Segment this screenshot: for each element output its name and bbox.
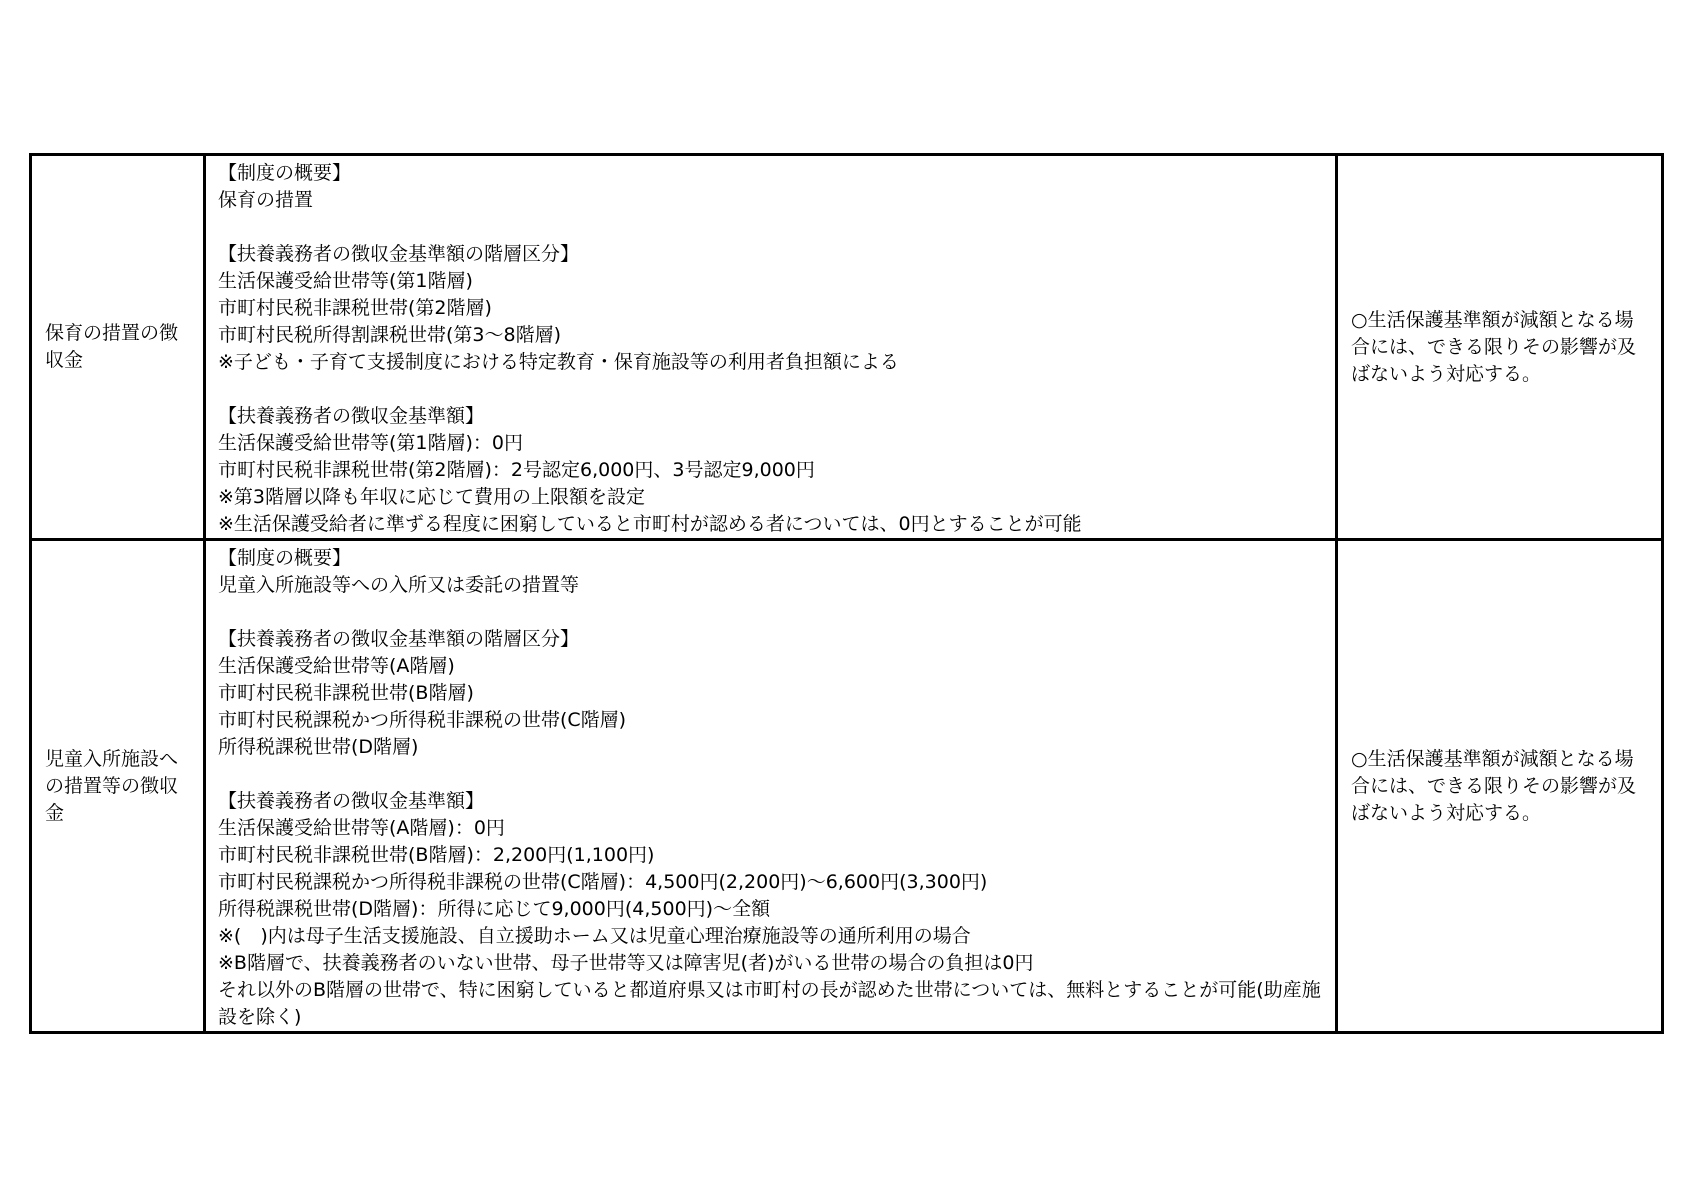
description-line: 生活保護受給世帯等(A階層)：0円 <box>218 817 505 839</box>
description-line: 市町村民税非課税世帯(B階層) <box>218 682 474 704</box>
description-line: それ以外のB階層の世帯で、特に困窮していると都道府県又は市町村の長が認めた世帯については、無料とすることが可能(助産施設を除く) <box>218 979 1321 1028</box>
description-line: 【扶養義務者の徴収金基準額の階層区分】 <box>218 243 580 265</box>
description-line <box>218 761 1329 788</box>
description-line: ※第3階層以降も年収に応じて費用の上限額を設定 <box>218 486 646 508</box>
system-name-cell <box>31 540 205 1033</box>
description-line <box>218 214 1329 241</box>
response-text: ○生活保護基準額が減額となる場合には、できる限りその影響が及ばないよう対応する。 <box>1351 308 1637 385</box>
description-line: 市町村民税課税かつ所得税非課税の世帯(C階層) <box>218 709 627 731</box>
system-description-cell <box>205 540 1337 1033</box>
response-text: ○生活保護基準額が減額となる場合には、できる限りその影響が及ばないよう対応する。 <box>1351 747 1637 824</box>
description-line: 所得税課税世帯(D階層)：所得に応じて9,000円(4,500円)～全額 <box>218 898 771 920</box>
description-line: 所得税課税世帯(D階層) <box>218 736 419 758</box>
description-line: 市町村民税非課税世帯(B階層)：2,200円(1,100円) <box>218 844 655 866</box>
response-cell <box>1337 540 1663 1033</box>
description-line: ※( )内は母子生活支援施設、自立援助ホーム又は児童心理治療施設等の通所利用の場合 <box>218 925 971 947</box>
description-line: ※B階層で、扶養義務者のいない世帯、母子世帯等又は障害児(者)がいる世帯の場合の負担は0円 <box>218 952 1034 974</box>
description-line: 【制度の概要】 <box>218 547 352 569</box>
description-line: 【制度の概要】 <box>218 162 352 184</box>
measures-table <box>29 153 1664 1034</box>
description-line: 生活保護受給世帯等(第1階層)：0円 <box>218 432 524 454</box>
description-line: 【扶養義務者の徴収金基準額】 <box>218 405 485 427</box>
table-row <box>31 155 1663 540</box>
description-line: 【扶養義務者の徴収金基準額の階層区分】 <box>218 628 580 650</box>
table-row <box>31 540 1663 1033</box>
system-description-cell <box>205 155 1337 540</box>
description-line: ※生活保護受給者に準ずる程度に困窮していると市町村が認める者については、0円とすることが可能 <box>218 513 1082 535</box>
description-line <box>218 376 1329 403</box>
description-line: 保育の措置 <box>218 189 314 211</box>
description-line: 市町村民税所得割課税世帯(第3～8階層) <box>218 324 562 346</box>
system-name: 児童入所施設への措置等の徴収金 <box>45 747 179 824</box>
description-line: 児童入所施設等への入所又は委託の措置等 <box>218 574 580 596</box>
system-name: 保育の措置の徴収金 <box>45 322 179 371</box>
description-line <box>218 599 1329 626</box>
description-line: 市町村民税非課税世帯(第2階層)：2号認定6,000円、3号認定9,000円 <box>218 459 815 481</box>
description-line: 市町村民税非課税世帯(第2階層) <box>218 297 492 319</box>
description-line: 生活保護受給世帯等(A階層) <box>218 655 455 677</box>
description-line: 【扶養義務者の徴収金基準額】 <box>218 790 485 812</box>
description-line: 生活保護受給世帯等(第1階層) <box>218 270 473 292</box>
system-name-cell <box>31 155 205 540</box>
description-line: ※子ども・子育て支援制度における特定教育・保育施設等の利用者負担額による <box>218 351 899 373</box>
description-line: 市町村民税課税かつ所得税非課税の世帯(C階層)：4,500円(2,200円)～6,600円(3,300円) <box>218 871 988 893</box>
response-cell <box>1337 155 1663 540</box>
